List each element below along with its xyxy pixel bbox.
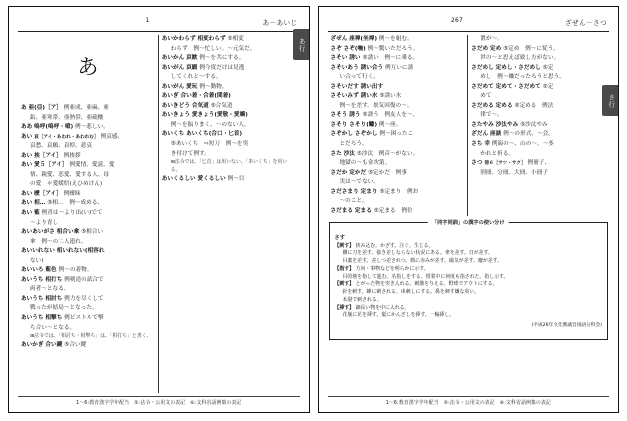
entry: あいきょう 愛きょう(愛敬・愛嬌) (161, 112, 248, 119)
usage-box-example: 花瓶に花を挿す。髪にかんざしを挿す。一輪挿し。 (342, 312, 455, 319)
entry-continuation: めて (480, 93, 492, 100)
entry-continuation: き付けて例す。 (170, 150, 210, 157)
entry-continuation: 戦ったが結局〜となった。 (30, 305, 98, 312)
entry: さだめる 定める ⑤定める 例法 (471, 102, 554, 109)
entry-continuation: 律で〜。 (480, 112, 503, 119)
usage-box-example: 針を刺す。蜂に刺される。串刺しにする。鼻を刺す嫌な臭い。 (342, 289, 480, 296)
entry: さだか 定かだ ⑤定かだ 例事 (330, 169, 407, 176)
usage-box-source: (平成26年文化審議会国語分科会) (531, 323, 602, 329)
entry: あい 藍 例青は〜より出(い)でて (21, 210, 103, 217)
entry-continuation: 傘 例〜の二人連れ。 (30, 238, 87, 245)
entry: あいぎ 合い着・合着(間着) (161, 93, 231, 100)
entry-continuation: 例〜を差す。景気回復の〜。 (339, 102, 413, 109)
entry: あいうち 相討ち 例力を尽くして (21, 295, 104, 302)
thumb-tab-sa-row[interactable]: さ行 (602, 85, 619, 116)
entry: さそいあう 誘い合う 例互いに誘 (330, 64, 414, 71)
entry: あいかぎ 合い鍵 ⑤合い鍵 (21, 342, 87, 349)
left-page-head-rule (18, 31, 300, 32)
entry-continuation: わらず 例〜忙しい。〜元気だ。 (170, 45, 256, 52)
entry-usage-note: ⊞法令では、「相討ち・相撃ち」は、「相打ち」と書く。 (30, 333, 152, 340)
entry: あいいろ 藍色 例〜の着物。 (21, 267, 93, 274)
entry-continuation: 哀愁、哀願、哀悼、悲哀 (30, 143, 93, 150)
left-page (8, 6, 310, 413)
entry-continuation: 実は〜でない。 (339, 179, 380, 186)
entry: あいかん 哀歓 例〜を共にする。 (161, 55, 245, 62)
entry-continuation: 世の〜と思えば致し方がない。 (480, 55, 560, 62)
entry-continuation: ち合い〜となる。 (30, 324, 76, 331)
entry: あい 挨［アイ］ 例挨拶 (21, 152, 81, 159)
entry: あい 愛５［アイ］ 例愛情、愛読、愛 (21, 162, 115, 169)
section-letter: あ (77, 55, 99, 79)
entry: さそう 誘う ⑤誘う 例友人を〜。 (330, 112, 419, 119)
entry-continuation: 鉛、亜寒帯、亜熱帯、亜硫酸 (30, 114, 104, 121)
left-page-folio: 1 (145, 17, 150, 24)
entry-continuation: してくれと〜する。 (170, 74, 222, 81)
entry: あいがん 愛玩 例〜動物。 (161, 83, 228, 90)
entry: あいいれない 相いれない(相容れ (21, 248, 105, 255)
entry: さだめ 定め ⑤定め 例〜に従う。 (471, 45, 559, 52)
right-page-column-left (328, 35, 469, 216)
entry: あいくち あいくち(合口・匕首) (161, 131, 243, 138)
entry-continuation: い合って行く。 (339, 74, 379, 81)
entry: さそいだす 誘い出す (330, 83, 384, 90)
entry: あい 哀［アイ・あわれ・あわれむ］ 例哀感、 (21, 133, 124, 140)
right-page-folio: 267 (450, 17, 464, 24)
left-page-running-head (18, 17, 300, 30)
entry: さだめて 定めて・さだめて ⑤定 (471, 83, 554, 90)
entry: あい 曖［アイ］ 例曖昧 (21, 190, 81, 197)
entry: さぞ さぞ(嘸) 例〜驚いただろう。 (330, 45, 419, 52)
entry-continuation: ⑤あいくち ⇨短刀 例〜を突 (170, 141, 249, 148)
entry: さそいみず 誘い水 ⑤誘い水 (330, 93, 402, 100)
usage-box-title: 「同字同訓」の漢字の使い分け (428, 219, 509, 227)
entry: さつ 冊６［サツ・サク］ 例冊子、 (471, 160, 551, 167)
entry-usage-note: ⊞法令では、「匕首」は用いない。「あいくち」を用いる。 (170, 159, 288, 173)
usage-box-headword: さす (334, 235, 345, 242)
entry: さぞかし さぞかし 例〜困ったこ (330, 131, 414, 138)
usage-box-item: 【挿す】 細長い物を中に入れる。 (334, 304, 410, 311)
entry-continuation: 地獄の〜も金次第。 (339, 160, 391, 167)
entry-continuation: ない) (30, 257, 44, 264)
entry: あいくるしい 愛くるしい 例〜目 (161, 176, 245, 183)
entry-continuation: とだろう。 (339, 141, 368, 148)
kanji-usage-box (329, 222, 609, 340)
entry-continuation: 例〜を振りまく。〜のない人。 (170, 121, 250, 128)
entry-continuation: 〜より青し (30, 219, 59, 226)
entry: あいかわらず 相変わらず ⑤相変 (161, 36, 244, 42)
entry: さた 沙汰 ⑤沙汰 例音〜がない。 (330, 150, 419, 157)
entry-continuation: 情、親愛、恋愛、愛する人、母 (30, 171, 110, 178)
entry-continuation: めし 例〜嫌だったろうと思う。 (480, 74, 565, 81)
entry: さたやみ 沙汰やみ ⑤沙汰やみ (471, 121, 548, 128)
left-page-columns (18, 35, 300, 393)
left-page-column-left (18, 35, 159, 393)
left-page-guide-words: あ－あいじ (262, 19, 298, 27)
entry: あいきどう 合気道 ⑤合気道 (161, 102, 233, 109)
entry: ざだん 座談 例〜の形式、〜会。 (471, 131, 554, 138)
left-page-column-right (159, 35, 300, 393)
left-page-footer-note: 1〜6:教育漢字学年配当 ⑤:法令・公用文の表記 ⑥:文科省語例集の表記 (76, 400, 242, 406)
right-page-head-rule (328, 31, 610, 32)
right-page-guide-words: ざぜん－さつ (565, 19, 607, 27)
right-page (318, 6, 620, 413)
usage-box-item: 【指す】 方向・事物などを明らかに示す。 (334, 265, 429, 272)
entry: あいうち 相打ち 例剣道の試合で (21, 276, 104, 283)
entry-continuation: 〜のこと。 (339, 198, 368, 205)
entry: さだめし 定めし・さだめし ⑤定 (471, 64, 554, 71)
entry-continuation: の愛 ＊愛媛県(えひめけん) (30, 181, 103, 188)
usage-box-item: 【刺す】 挟み込む。かざす。注ぐ。生じる。 (334, 242, 434, 249)
usage-box-example: 腰に刀を差す。抜き差しならない状況にある。傘を差す。日が差す。 (342, 250, 493, 257)
entry: あい 相… ⑤相… 例〜成める、 (21, 200, 104, 207)
entry-continuation: 別冊、分冊、大冊、小冊子 (480, 169, 548, 176)
entry: さち 幸 例海の〜、山の〜。〜多 (471, 141, 554, 148)
entry: あいうち 相撃ち 例ピストルで撃 (21, 315, 104, 322)
usage-box-example: 目的地を指して進む。名指しをする。授業中に何度も指された。指し示す。 (342, 273, 509, 280)
usage-box-example: 本塁で刺される。 (342, 296, 382, 303)
right-page-columns (328, 35, 610, 216)
usage-box-example: 目薬を差す。差しつ差されつ。顔に赤みが差す。磁気が差す。魔が差す。 (342, 258, 503, 265)
entry-continuation: 置が〜。 (480, 36, 503, 42)
entry: さそり さそり(蠍) 例〜座。 (330, 121, 402, 128)
entry: あいあいがさ 相合い傘 ⑤相合い (21, 229, 104, 236)
entry: さそい 誘い ⑤誘い 例〜に乗る。 (330, 55, 419, 62)
entry: さだまる 定まる ⑤定まる 例位 (330, 207, 413, 214)
right-page-running-head (328, 17, 610, 30)
entry: あ 亜(亞)［ア］ 例亜成、亜麻、亜 (21, 105, 109, 111)
entry: ざぜん 座禅(坐禅) 例〜を組む。 (330, 36, 413, 42)
right-page-footer-note: 1〜6:教育漢字学年配当 ⑤:法令・公用文の表記 ⑥:文科省語例集の表記 (385, 400, 551, 406)
entry: あいがん 哀願 例今度だけは見逃 (161, 64, 245, 71)
thumb-tab-a-row[interactable]: あ行 (293, 29, 310, 60)
entry: ああ 嗚呼(嗚呼・噫) 例〜悲しい。 (21, 124, 109, 131)
usage-box-item: 【刺す】 とがった物を突き入れる。刺激を与える。野球でアウトにする。 (334, 281, 498, 288)
entry-continuation: かれと祈る。 (480, 150, 515, 157)
entry-continuation: 両者〜となる。 (30, 286, 70, 293)
entry: さださまり 定まり ⑤定まり 例お (330, 188, 419, 195)
right-page-spacer (328, 342, 610, 393)
right-page-column-right (468, 35, 609, 216)
